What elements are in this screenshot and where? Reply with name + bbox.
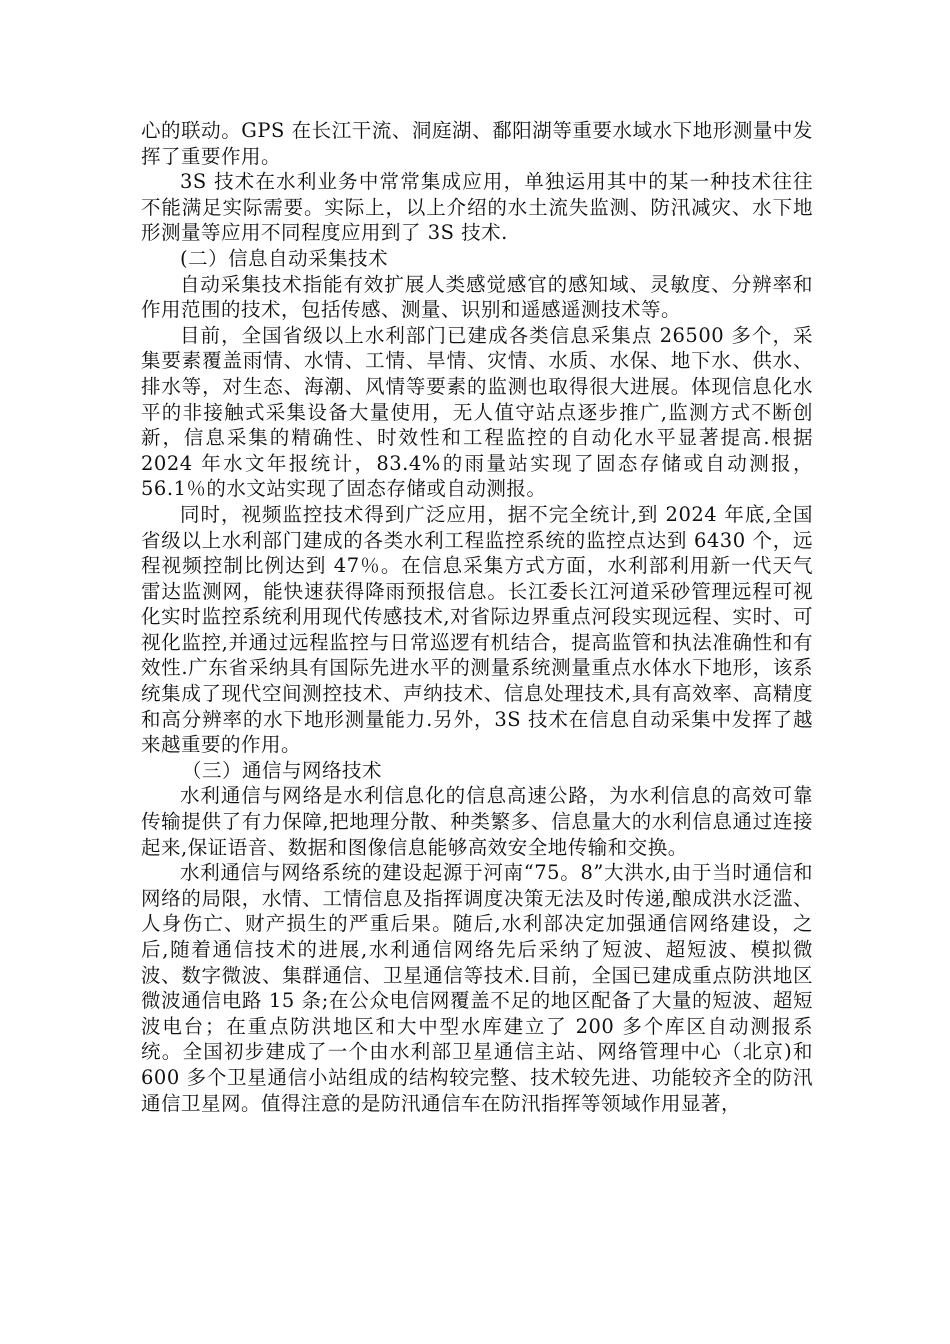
paragraph-auto-collection-definition: 自动采集技术指能有效扩展人类感觉感官的感知域、灵敏度、分辨率和作用范围的技术，包括传感、测量、识别和遥感遥测技术等。 xyxy=(141,272,813,322)
paragraph-continued: 心的联动。GPS 在长江干流、洞庭湖、鄱阳湖等重要水域水下地形测量中发挥了重要作用。 xyxy=(141,119,813,168)
paragraph-network-history: 水利通信与网络系统的建设起源于河南“75。8”大洪水,由于当时通信和网络的局限，水情、工情信息及指挥调度决策无法及时传递,酿成洪水泛滥、人身伤亡、财产损生的严重后果。随后,水利部决定加强通信网络建设，之后,随着通信技术的进展,水利通信网络先后采纳了短波、超短波、模拟微波、数字微波、集群通信、卫星通信等技术.目前，全国已建成重点防洪地区微波通信电路 15 条;在公众电信网覆盖不足的地区配备了大量的短波、超短波电台；在重点防洪地区和大中型水库建立了 200 多个库区自动测报系统。全国初步建成了一个由水利部卫星通信主站、网络管理中心（北京)和 600 多个卫星通信小站组成的结构较完整、技术较先进、功能较齐全的防汛通信卫星网。值得注意的是防汛通信车在防汛指挥等领域作用显著， xyxy=(141,861,813,1115)
paragraph-3s-integration: 3S 技术在水利业务中常常集成应用，单独运用其中的某一种技术往往不能满足实际需要。实际上，以上介绍的水土流失监测、防汛减灾、水下地形测量等应用不同程度应用到了 3S 技术. xyxy=(141,170,813,245)
paragraph-collection-points: 目前，全国省级以上水利部门已建成各类信息采集点 26500 多个，采集要素覆盖雨情、水情、工情、旱情、灾情、水质、水保、地下水、供水、排水等，对生态、海潮、风情等要素的监测也取得很大进展。体现信息化水平的非接触式采集设备大量使用，无人值守站点逐步推广,监测方式不断创新，信息采集的精确性、时效性和工程监控的自动化水平显著提高.根据 2024 年水文年报统计，83.4%的雨量站实现了固态存储或自动测报，56.1％的水文站实现了固态存储或自动测报。 xyxy=(141,323,813,501)
paragraph-video-monitoring: 同时，视频监控技术得到广泛应用，据不完全统计,到 2024 年底,全国省级以上水利部门建成的各类水利工程监控系统的监控点达到 6430 个，远程视频控制比例达到 47％。在信息采集方式方面，水利部利用新一代天气雷达监测网，能快速获得降雨预报信息。长江委长江河道采砂管理远程可视化实时监控系统利用现代传感技术,对省际边界重点河段实现远程、实时、可视化监控,并通过远程监控与日常巡逻有机结合，提高监管和执法准确性和有效性.广东省采纳具有国际先进水平的测量系统测量重点水体水下地形，该系统集成了现代空间测控技术、声纳技术、信息处理技术,具有高效率、高精度和高分辨率的水下地形测量能力.另外，3S 技术在信息自动采集中发挥了越来越重要的作用。 xyxy=(141,502,813,757)
document-page xyxy=(141,118,813,1116)
section-heading-communication-network: （三）通信与网络技术 xyxy=(181,758,382,782)
paragraph-network-role: 水利通信与网络是水利信息化的信息高速公路，为水利信息的高效可靠传输提供了有力保障,把地理分散、种类繁多、信息量大的水利信息通过连接起来,保证语音、数据和图像信息能够高效安全地传输和交换。 xyxy=(141,784,813,859)
section-heading-auto-collection: (二）信息自动采集技术 xyxy=(180,246,389,270)
